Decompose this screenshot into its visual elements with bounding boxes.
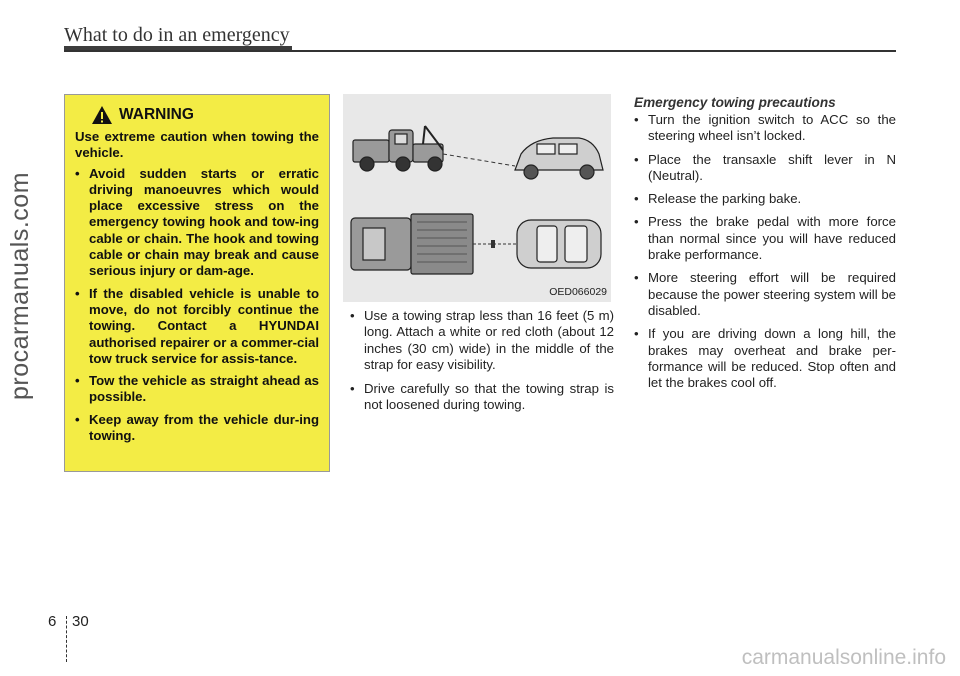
towing-diagram (343, 94, 611, 302)
list-item: • Place the transaxle shift lever in N (Neutral). (634, 152, 896, 185)
towed-car-side-view (515, 138, 603, 179)
precautions-list (634, 112, 896, 398)
warning-list (75, 166, 319, 445)
section-title: What to do in an emergency (64, 24, 290, 46)
list-item: • Press the brake pedal with more force than normal since you will have reduced brake performance. (634, 214, 896, 263)
list-item: • More steering effort will be required because the power steering system will be disabled. (634, 270, 896, 319)
precautions-heading: Emergency towing precautions (634, 95, 836, 110)
figure-code: OED066029 (549, 286, 607, 298)
warning-triangle-icon (91, 105, 113, 125)
strap-cloth-marker (491, 240, 495, 248)
tow-truck-side-view (353, 126, 443, 171)
footer-separator (66, 616, 67, 662)
warning-box (64, 94, 330, 472)
towing-strap-list (350, 308, 614, 422)
side-watermark: procarmanuals.com (6, 171, 34, 400)
chapter-number: 6 (48, 613, 57, 630)
towing-illustration (343, 94, 611, 302)
bottom-watermark: carmanualsonline.info (741, 646, 946, 669)
warning-header (91, 105, 319, 125)
warning-item: • Tow the vehicle as straight ahead as possible. (75, 373, 319, 406)
warning-intro: Use extreme caution when towing the vehicle. (75, 129, 319, 161)
list-item: • If you are driving down a long hill, the brakes may overheat and brake per-formance will be reduced. Stop often and let the brakes cool off. (634, 326, 896, 391)
tow-truck-top-view (351, 214, 473, 274)
towed-car-top-view (517, 220, 601, 268)
warning-item: • Keep away from the vehicle dur-ing towing. (75, 412, 319, 445)
list-item: • Turn the ignition switch to ACC so the steering wheel isn’t locked. (634, 112, 896, 145)
header-rule (64, 50, 896, 52)
list-item: • Use a towing strap less than 16 feet (5 m) long. Attach a white or red cloth (about 12 inches (30 cm) wide) in the middle of the strap for easy visibility. (350, 308, 614, 373)
warning-title: WARNING (119, 106, 194, 123)
page-number: 30 (72, 613, 89, 630)
list-item: • Drive carefully so that the towing strap is not loosened during towing. (350, 381, 614, 414)
warning-item: • If the disabled vehicle is unable to move, do not forcibly continue the towing. Contact a HYUNDAI authorised repairer or a commer-cial tow truck service for assis-tance. (75, 286, 319, 367)
warning-item: • Avoid sudden starts or erratic driving manoeuvres which would place excessive stress on the emergency towing hook and tow-ing cable or chain. The hook and towing cable or chain may break and cause serious injury or dam-age. (75, 166, 319, 280)
list-item: • Release the parking bake. (634, 191, 896, 207)
